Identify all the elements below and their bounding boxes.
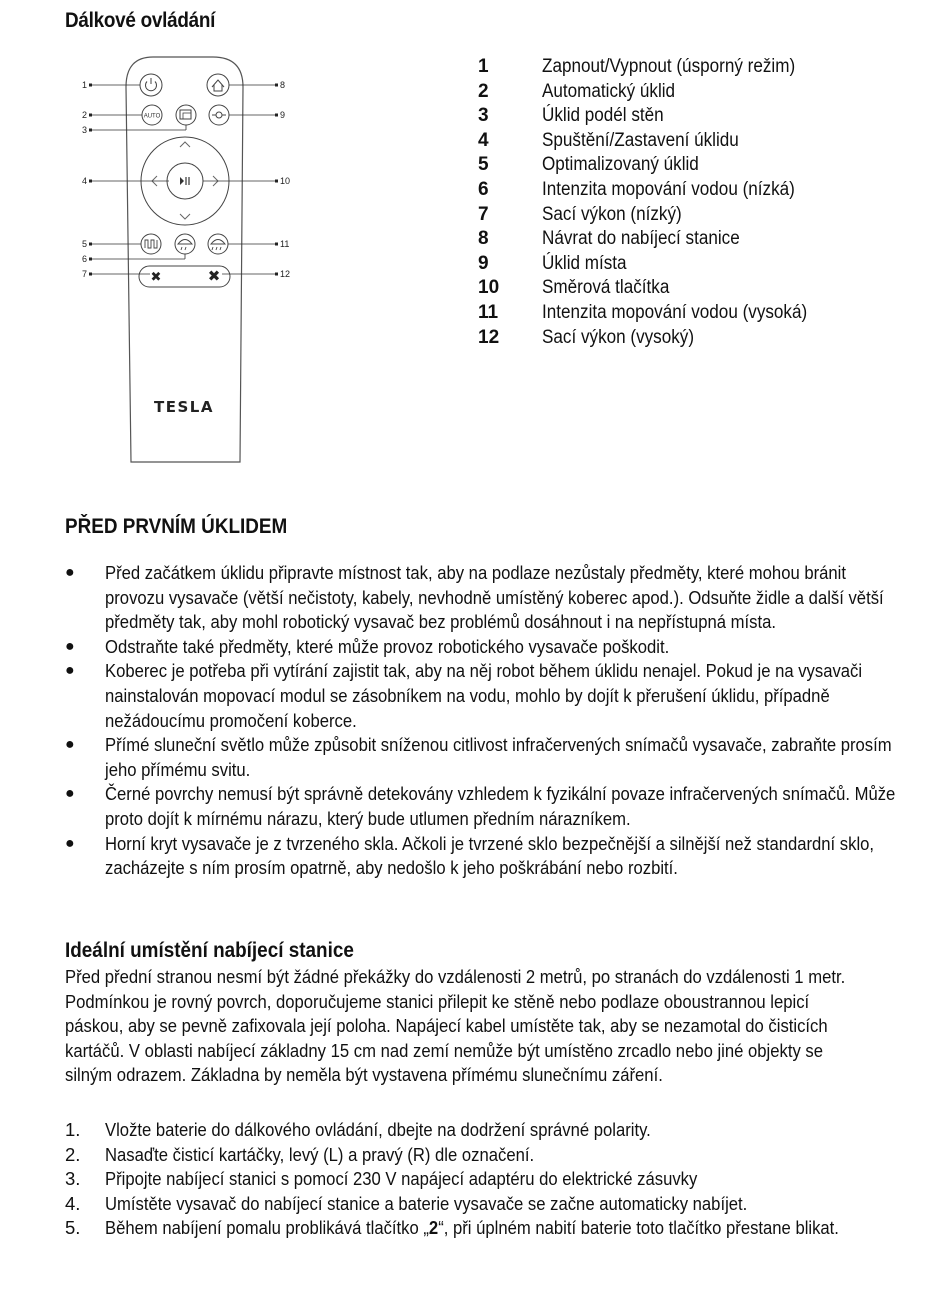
station-paragraph: Před přední stranou nesmí být žádné překážky do vzdálenosti 2 metrů, po stranách do vzdálenosti 1 metr. Podmínkou je rovný povrch, doporučujeme stanici přilepit ke stěně nebo podlaze oboustrannou lepicí páskou, aby se pevně zafixovala její poloha. Napájecí kabel umístěte tak, aby se nezamotal do čisticích kartáčů. V oblasti nabíjecí základny 15 cm nad zemí nemůže být umístěno zrcadlo nebo jiné objekty se silným odrazem. Základna by neměla být vystavena přímému slunečnímu záření. xyxy=(65,966,846,1086)
button-2-ref: 2 xyxy=(428,1217,439,1239)
power-button xyxy=(140,74,162,96)
svg-text:✖: ✖ xyxy=(207,267,221,285)
svg-text:12: 12 xyxy=(280,269,291,279)
step-item: 1. Vložte baterie do dálkového ovládání, dbejte na dodržení správné polarity. xyxy=(65,1119,651,1140)
svg-text:9: 9 xyxy=(280,110,286,120)
svg-text:8: 8 xyxy=(280,80,286,90)
spot-button xyxy=(209,105,229,125)
station-heading: Ideální umístění nabíjecí stanice xyxy=(65,939,354,962)
svg-text:7: 7 xyxy=(82,269,88,279)
step-item: 4. Umístěte vysavač do nabíjecí stanice a baterie vysavače se začne automaticky nabíjet. xyxy=(65,1192,748,1214)
before-bullets xyxy=(65,561,925,881)
bullet-item: ● Koberec je potřeba při vytírání zajistit tak, aby na něj robot během úklidu nenajel. Pokud je na vysavači nainstalován mopovací modul se zásobníkem na vodu, mohlo by dojít k přerušení úklidu, případně nežádoucímu promočení koberce. xyxy=(65,660,863,731)
auto-button xyxy=(142,105,162,125)
svg-text:5: 5 xyxy=(82,239,88,249)
mop-high-button xyxy=(208,234,228,254)
bullet-item: ● Přímé sluneční světlo může způsobit sníženou citlivost infračervených snímačů vysavače, zabraňte prosím jeho přímému svitu. xyxy=(65,734,892,780)
remote-svg xyxy=(76,54,306,472)
svg-text:✖: ✖ xyxy=(150,270,162,285)
remote-title: Dálkové ovládání xyxy=(65,9,216,32)
step-item: 3. Připojte nabíjecí stanici s pomocí 230 V napájecí adaptéru do elektrické zásuvky xyxy=(65,1168,698,1190)
setup-steps xyxy=(65,1118,925,1241)
bullet-item: ● Horní kryt vysavače je z tvrzeného skla. Ačkoli je tvrzené sklo bezpečnější a silnější než standardní sklo, zacházejte s ním prosím opatrně, aby nedošlo k jeho poškrábání nebo rozbití. xyxy=(65,832,875,879)
svg-text:4: 4 xyxy=(82,176,88,186)
bullet-item: ● Před začátkem úklidu připravte místnost tak, aby na podlaze nezůstaly předměty, které mohou bránit provozu vysavače (větší nečistoty, kabely, nevhodně umístěný koberec apod.). Odsuňte židle a další větší předměty tak, aby mohl robotický vysavač bez problémů dosáhnout i na nepřístupná místa. xyxy=(65,562,884,633)
bullet-item: ● Černé povrchy nemusí být správně detekovány vzhledem k fyzikální povaze infračervených snímačů. Může proto dojít k mírnému nárazu, který bude utlumen předním nárazníkem. xyxy=(65,783,896,829)
step-item: 2. Nasaďte čisticí kartáčky, levý (L) a pravý (R) dle označení. xyxy=(65,1143,535,1165)
manual-page: Dálkové ovládání AUTO ✖ ✖ TESLA 1 2 3 4 5 6 7 8 9 10 11 12 1 Zapnout/Vypnout (úsporný režim) 2 Automatický úklid 3 Úklid podél stěn 4 Spuštění/Zastavení úklidu 5 Optimalizovaný úklid 6 Intenzita mopování vodou (nízká) 7 Sací výkon (nízký) 8 Návrat do nabíjecí stanice 9 Úklid místa 10 Směrová tlačítka 11 Intenzita mopování vodou (vysoká) 12 Sací výkon (vysoký) PŘED PRVNÍM ÚKLIDEM ● Před začátkem úklidu připravte místnost tak, aby na podlaze nezůstaly předměty, které mohou bránit provozu vysavače (větší nečistoty, kabely, nevhodně umístěný koberec apod.). Odsuňte židle a další větší předměty tak, aby mohl robotický vysavač bez problémů dosáhnout i na nepřístupná místa. ● Odstraňte také předměty, které může provoz robotického vysavače poškodit. ● Koberec je potřeba při vytírání zajistit tak, aby na něj robot během úklidu nenajel. Pokud je na vysavači nainstalován mopovací modul se zásobníkem na vodu, mohlo by dojít k přerušení úklidu, případně nežádoucímu promočení koberce. ● Přímé sluneční světlo může způsobit sníženou citlivost infračervených snímačů vysavače, zabraňte prosím jeho přímému svitu. ● Černé povrchy nemusí být správně detekovány vzhledem k fyzikální povaze infračervených snímačů. Může proto dojít k mírnému nárazu, který bude utlumen předním nárazníkem. ● Horní kryt vysavače je z tvrzeného skla. Ačkoli je tvrzené sklo bezpečnější a silnější než standardní sklo, zacházejte s ním prosím opatrně, aby nedošlo k jeho poškrábání nebo rozbití. Ideální umístění nabíjecí stanice Před přední stranou nesmí být žádné překážky do vzdálenosti 2 metrů, po stranách do vzdálenosti 1 metr. Podmínkou je rovný povrch, doporučujeme stanici přilepit ke stěně nebo podlaze oboustrannou lepicí páskou, aby se pevně zafixovala její poloha. Napájecí kabel umístěte tak, aby se nezamotal do čisticích kartáčů. V oblasti nabíjecí základny 15 cm nad zemí nemůže být umístěno zrcadlo nebo jiné objekty se silným odrazem. Základna by neměla být vystavena přímému slunečnímu záření. 1. Vložte baterie do dálkového ovládání, dbejte na dodržení správné polarity. 2. Nasaďte čisticí kartáčky, levý (L) a pravý (R) dle označení. 3. Připojte nabíjecí stanici s pomocí 230 V napájecí adaptéru do elektrické zásuvky 4. Umístěte vysavač do nabíjecí stanice a baterie vysavače se začne automaticky nabíjet. 5. Během nabíjení pomalu problikává tlačítko „2“, při úplném nabití baterie toto tlačítko přestane blikat. xyxy=(0,0,950,1313)
step-item: 5. Během nabíjení pomalu problikává tlačítko „2“, při úplném nabití baterie toto tlačítko přestane blikat. xyxy=(65,1217,839,1239)
bullet-item: ● Odstraňte také předměty, které může provoz robotického vysavače poškodit. xyxy=(65,635,670,657)
optimized-button xyxy=(141,234,161,254)
auto-label: AUTO xyxy=(143,113,161,120)
edge-button xyxy=(176,105,196,125)
svg-text:3: 3 xyxy=(82,125,88,135)
remote-illustration xyxy=(76,54,306,472)
suction-buttons xyxy=(139,266,230,287)
svg-text:11: 11 xyxy=(280,239,290,249)
mop-low-button xyxy=(175,234,195,254)
remote-brand: TESLA xyxy=(154,398,214,416)
svg-text:1: 1 xyxy=(82,80,88,90)
svg-text:6: 6 xyxy=(82,254,88,264)
home-button xyxy=(207,74,229,96)
svg-text:2: 2 xyxy=(82,110,88,120)
svg-text:10: 10 xyxy=(280,176,291,186)
before-first-cleaning-heading: PŘED PRVNÍM ÚKLIDEM xyxy=(65,515,288,538)
